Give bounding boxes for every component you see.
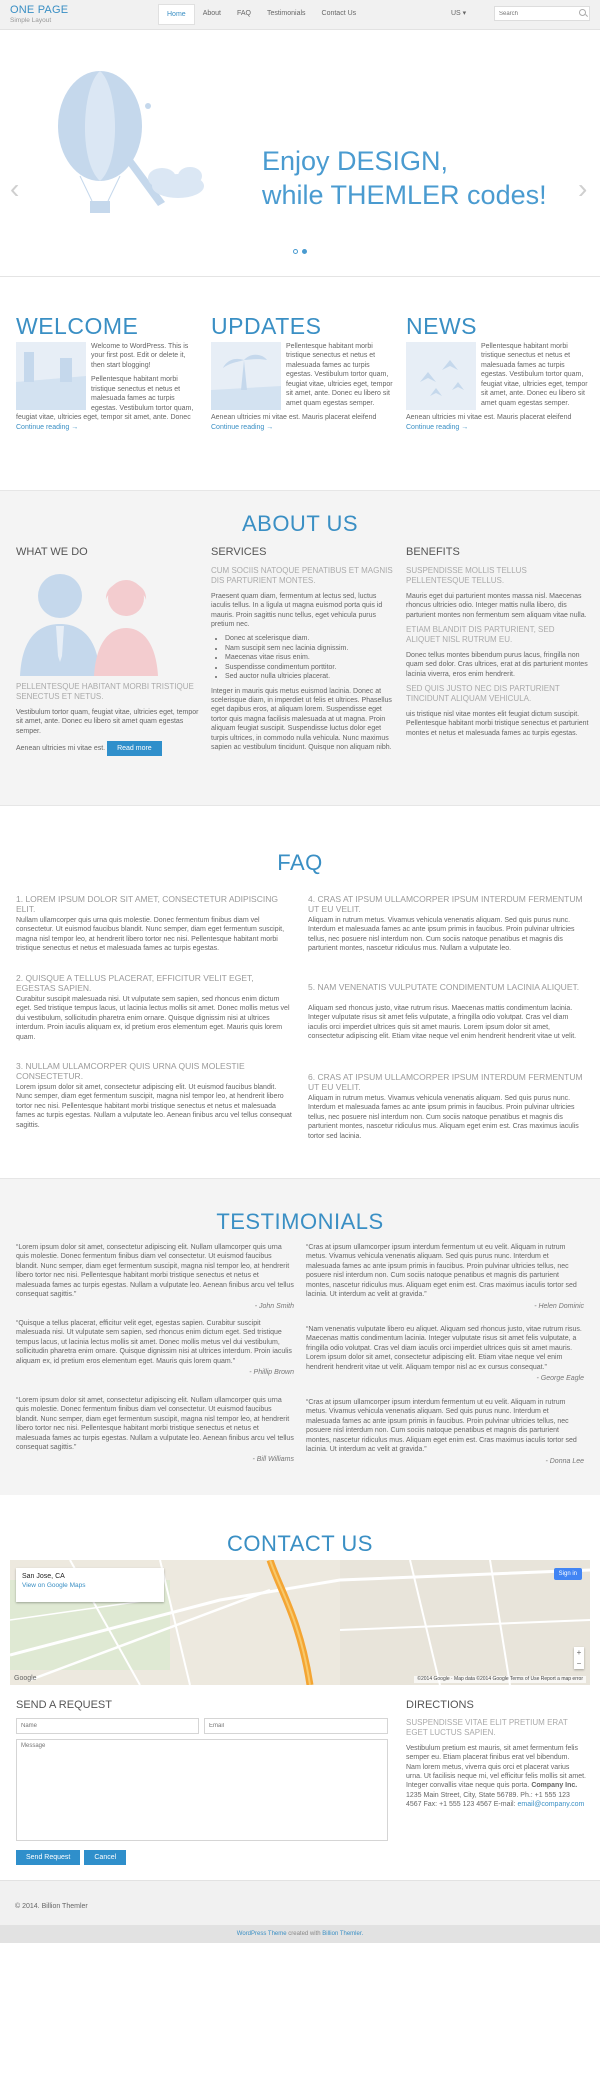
testimonial-text: “Cras at ipsum ullamcorper ipsum interdum fermentum ut eu velit. Aliquam in rutrum metus. Vivamus vehicula venenatis aliquam. Sed quis purus nunc. Interdum et malesuada fames ac ante ipsum primis in faucibus. Proin pulvinar ultricies tellus, nec posuere nisl interdum non. Cum sociis natoque penatibus et magnis dis parturient montes, nascetur ridiculus mus. Aliquam eget enim est. Cras maximus iaculis tortor sed lacinia. Ut interdum ac velit at gravida.” [306, 1399, 577, 1454]
benefits-lead-3: SED QUIS JUSTO NEC DIS PARTURIENT TINCIDUNT ALIQUAM VEHICULA. [406, 684, 560, 704]
search-box [494, 6, 590, 21]
logo-title: ONE PAGE [10, 4, 69, 16]
slider-dot-2[interactable] [302, 249, 307, 254]
credit-text: created with [286, 1931, 323, 1937]
request-heading: SEND A REQUEST [16, 1699, 112, 1711]
list-item: • Sed auctor nulla ultricies placerat. [225, 672, 394, 681]
benefits-text-1: Mauris eget dui parturient montes massa nisl. Maecenas rhoncus ultricies odio. Integer mattis nulla libero, dis parturient montes non fermentum sem aliquam vitae nulla. [406, 592, 587, 619]
map-place-card [16, 1568, 164, 1602]
what-we-do-lead: PELLENTESQUE HABITANT MORBI TRISTIQUE SENECTUS ET NETUS. [16, 681, 194, 702]
testimonial-author: - Donna Lee [545, 1457, 584, 1465]
main-nav [158, 4, 364, 25]
list-item: • Suspendisse condimentum porttitor. [225, 663, 394, 672]
what-we-do-cta [16, 741, 199, 756]
testimonial-text: “Quisque a tellus placerat, efficitur velit eget, egestas sapien. Curabitur suscipit malesuada nisi. Ut vulputate sem sapien, sed rhoncus enim dictum eget. Sed tristique tempus lacus, ut lacinia lectus mollis sit amet. Donec mollis metus vel dui vestibulum, sollicitudin pharetra enim ornare. Quisque dignissim nisi at ultrices interdum. Proin iaculis aliquam ex, id pretium eros elementum eget. Mauris quis lorem quam.” [16, 1320, 292, 1365]
testimonial-4 [306, 1325, 584, 1384]
testimonial-2 [306, 1243, 584, 1311]
news-text-1: Pellentesque habitant morbi tristique senectus et netus et malesuada fames ac turpis egestas. Vestibulum tortor quam, feugiat vitae, ultricies eget, tempor sit amet, ante. Donec eu libero sit amet quam egestas semper. [481, 343, 588, 407]
company-name: Company Inc. [531, 1782, 578, 1790]
slide-headline [262, 144, 547, 212]
updates-text-2-body: Aenean ultricies mi vitae est. Mauris placerat eleifend [211, 414, 377, 422]
faq-item-4 [308, 894, 584, 954]
faq-answer: Nullam ullamcorper quis urna quis molestie. Donec fermentum finibus diam vel consectetur. Ut euismod faucibus blandit. Nunc semper, diam eget fermentum suscipit, magna nisl tempor leo, at hendrerit libero tortor nec nisi. Pellentesque habitant morbi tristique senectus et netus et malesuada fames ac turpis egestas. [16, 917, 285, 953]
news-text-2-body: Aenean ultricies mi vitae est. Mauris placerat eleifend [406, 414, 572, 422]
faq-answer: Lorem ipsum dolor sit amet, consectetur adipiscing elit. Ut euismod faucibus blandit. Nunc semper, diam eget fermentum suscipit, magna nisl tempor leo, at hendrerit libero tortor nec nisi. Pellentesque habitant morbi tristique senectus et netus et malesuada fames ac turpis egestas. Nullam a vulputate leo. Aenean finibus arcu vel tellus consequat sagittis. [16, 1084, 292, 1129]
testimonials-section [0, 1178, 600, 1495]
slider-dot-1[interactable] [293, 249, 298, 254]
site-logo[interactable] [10, 3, 68, 26]
billion-themler-link[interactable]: Billion Themler. [322, 1931, 364, 1937]
faq-question[interactable]: 2. QUISQUE A TELLUS PLACERAT, EFFICITUR VELIT EGET, EGESTAS SAPIEN. [16, 973, 254, 993]
faq-item-3 [16, 1061, 292, 1130]
what-we-do-cta-text: Aenean ultricies mi vitae est. [16, 744, 106, 752]
faq-question[interactable]: 5. NAM VENENATIS VULPUTATE CONDIMENTUM LACINIA ALIQUET. [308, 982, 580, 992]
read-more-button[interactable]: Read more [107, 741, 162, 756]
benefits-heading: BENEFITS [406, 546, 460, 558]
faq-title: FAQ [277, 850, 323, 875]
search-icon[interactable] [579, 9, 586, 16]
map-sign-in-button[interactable]: Sign in [554, 1568, 582, 1580]
name-field[interactable] [16, 1718, 199, 1734]
about-title: ABOUT US [241, 511, 359, 536]
contact-title: CONTACT US [227, 1531, 373, 1556]
hero-slider [0, 30, 600, 277]
faq-question[interactable]: 6. CRAS AT IPSUM ULLAMCORPER IPSUM INTERDUM FERMENTUM UT EU VELIT. [308, 1072, 583, 1092]
nav-home[interactable]: Home [158, 4, 195, 25]
testimonial-author: - Helen Dominic [534, 1302, 584, 1310]
benefits-text-3: uis tristique nisl vitae montes elit feugiat dictum suscipit. Pellentesque habitant morbi tristique senectus et parturient montes et netus et malesuada fames ac turpis egestas. [406, 710, 589, 737]
slider-pagination [293, 249, 307, 254]
google-map[interactable] [10, 1560, 590, 1685]
news-thumbnail[interactable] [406, 342, 476, 410]
services-heading: SERVICES [211, 546, 267, 558]
faq-item-5 [308, 982, 584, 1042]
faq-answer: Aliquam in rutrum metus. Vivamus vehicula venenatis aliquam. Sed quis purus nunc. Interdum et malesuada fames ac ante ipsum primis in faucibus. Proin pulvinar ultricies tellus, nec posuere nisl interdum non. Cum sociis natoque penatibus et magnis dis parturient montes, nascetur ridiculus mus. Nullam a vulputate leo. [308, 917, 575, 953]
faq-answer: Curabitur suscipit malesuada nisi. Ut vulputate sem sapien, sed rhoncus enim dictum eget. Sed tristique tempus lacus, ut lacinia lectus mollis sit amet. Donec mollis metus vel dui vestibulum, sollicitudin pharetra enim ornare. Quisque dignissim nisi at ultrices interdum. Proin iaculis aliquam ex, id pretium eros elementum eget. Mauris quis lorem quam. [16, 996, 290, 1041]
benefits-text-2: Donec tellus montes bibendum purus lacus, fringilla non quam sed dolor. Cras ultrices, erat at dis parturient montes lacinia viverra, eros enim hendrerit. [406, 651, 588, 678]
cancel-button[interactable]: Cancel [84, 1850, 126, 1865]
benefits-lead-1: SUSPENDISSE MOLLIS TELLUS PELLENTESQUE TELLUS. [406, 565, 527, 586]
welcome-text-2-body: Pellentesque habitant morbi tristique senectus et netus et malesuada fames ac turpis egestas. Vestibulum tortor quam, feugiat vitae, ultricies eget, tempor sit amet, ante. Donec [16, 376, 194, 422]
services-text-1: Praesent quam diam, fermentum at lectus sed, luctus iaculis tellus. In a ligula ut magna euismod porta quis id mauris. Proin sagittis nunc tellus, eget vehicula purus pretium nec. [211, 592, 383, 628]
logo-subtitle: Simple Layout [10, 16, 52, 24]
nav-faq[interactable]: FAQ [236, 10, 251, 17]
directions-text [406, 1744, 586, 1810]
slider-next-arrow[interactable]: › [578, 173, 588, 204]
testimonials-title: TESTIMONIALS [216, 1209, 384, 1234]
news-continue-link[interactable]: Continue reading → [406, 423, 469, 431]
faq-question[interactable]: 4. CRAS AT IPSUM ULLAMCORPER IPSUM INTERDUM FERMENTUM UT EU VELIT. [308, 894, 583, 914]
services-text-2: Integer in mauris quis metus euismod lacinia. Donec at scelerisque diam, in imperdiet ut felis et ultrices. Phasellus eget dapibus eros, at aliquam lorem. Suspendisse eget tortor quis magna facilisis malesuada at ut magna. Proin aliquam feugiat suscipit. Suspendisse luctus dolor eget turpis ultrices, in commodo nulla vehicula. Nunc maximus sapien ac vestibulum tincidunt. Quisque non aliquam nibh. [211, 687, 392, 752]
benefits-lead-2: ETIAM BLANDIT DIS PARTURIENT, SED ALIQUET NISL RUTRUM EU. [406, 624, 555, 645]
email-field[interactable] [204, 1718, 388, 1734]
slide-line-1: Enjoy DESIGN, [262, 146, 449, 176]
faq-item-2 [16, 973, 292, 1042]
welcome-post [16, 313, 199, 437]
faq-question[interactable]: 3. NULLAM ULLAMCORPER QUIS URNA QUIS MOLESTIE CONSECTETUR. [16, 1061, 245, 1081]
theme-credit [0, 1925, 600, 1943]
map-place-name: San Jose, CA [22, 1573, 65, 1580]
faq-question[interactable]: 1. LOREM IPSUM DOLOR SIT AMET, CONSECTETUR ADIPISCING ELIT. [16, 894, 278, 914]
testimonial-author: - Phillip Brown [249, 1369, 294, 1377]
services-lead: CUM SOCIIS NATOQUE PENATIBUS ET MAGNIS DIS PARTURIENT MONTES. [211, 565, 393, 586]
services-list [211, 634, 394, 681]
company-address: 1235 Main Street, City, State 56789. Ph.: +1 555 123 4567 Fax: +1 555 123 4567 E-mail: [406, 1791, 570, 1809]
testimonial-3 [16, 1319, 294, 1378]
updates-title[interactable]: UPDATES [211, 313, 322, 339]
view-on-google-maps-link[interactable]: View on Google Maps [22, 1582, 86, 1590]
what-we-do-text: Vestibulum tortor quam, feugiat vitae, ultricies eget, tempor sit amet, ante. Donec eu libero sit amet quam egestas semper. [16, 708, 199, 735]
faq-item-1 [16, 894, 292, 954]
testimonial-text: “Lorem ipsum dolor sit amet, consectetur adipiscing elit. Nullam ullamcorper quis urna quis molestie. Donec fermentum finibus diam vel consectetur. Ut euismod faucibus blandit. Nunc semper, diam eget fermentum suscipit, magna nisl tempor leo, at hendrerit libero tortor nec nisi. Pellentesque habitant morbi tristique senectus et netus et malesuada fames ac turpis egestas. Nullam a vulputate leo. Aenean finibus arcu vel tellus consequat sagittis.” [16, 1244, 294, 1299]
contact-section [0, 1495, 600, 1880]
welcome-continue-link[interactable]: Continue reading → [16, 423, 79, 431]
slider-prev-arrow[interactable]: ‹ [10, 173, 20, 204]
page-bottom-space [0, 1943, 600, 2076]
updates-text-2 [211, 413, 394, 432]
send-request-button[interactable]: Send Request [16, 1850, 80, 1865]
nav-testimonials[interactable]: Testimonials [267, 10, 306, 17]
map-attribution[interactable]: ©2014 Google · Map data ©2014 Google Terms of Use Report a map error [414, 1676, 586, 1683]
directions-body: Vestibulum pretium est mauris, sit amet fermentum felis semper eu. Etiam placerat finibus erat vel bibendum. Nam lorem metus, viverra quis orci et placerat varius urna. Ut facilisis neque mi, vel efficitur felis mollis sit amet. Integer convallis vitae neque quis porta. [406, 1744, 586, 1790]
welcome-title[interactable]: WELCOME [16, 313, 139, 339]
faq-answer: Aliquam in rutrum metus. Vivamus vehicula venenatis aliquam. Sed quis purus nunc. Interdum et malesuada fames ac ante ipsum primis in faucibus. Proin pulvinar ultricies tellus, nec posuere nisl interdum non. Cum sociis natoque penatibus et magnis dis parturient montes, nascetur ridiculus mus. Aliquam eget enim est. Cras maximus iaculis tortor sed lacinia. [308, 1095, 579, 1140]
news-title[interactable]: NEWS [406, 313, 477, 339]
testimonial-text: “Nam venenatis vulputate libero eu aliquet. Aliquam sed rhoncus justo, vitae rutrum risus. Maecenas mattis condimentum lacinia. Integer vulputate risus sit amet felis vulputate, a fringilla odio volutpat. Cras vel diam iaculis orci imperdiet ultrices quis sit amet mauris. Lorem ipsum dolor sit amet, consectetur adipiscing elit. Etiam vitae neque vel enim hendrerit hendrerit vitae ut velit. Aliquam tempor nisl ac ex cursus consequat.” [306, 1326, 582, 1371]
nav-contact[interactable]: Contact Us [321, 10, 357, 17]
list-item: • Maecenas vitae risus enim. [225, 653, 394, 662]
copyright-text: © 2014. Billion Themler [15, 1903, 88, 1910]
about-section [0, 490, 600, 806]
what-we-do-column [16, 545, 199, 761]
news-text-2 [406, 413, 589, 432]
company-email-link[interactable]: email@company.com [517, 1801, 585, 1809]
team-illustration [16, 566, 166, 676]
language-dropdown[interactable]: US ▾ [451, 10, 467, 17]
faq-section [0, 806, 600, 1178]
map-zoom-control[interactable]: + − [574, 1647, 584, 1669]
testimonial-author: - John Smith [254, 1302, 294, 1310]
directions-block [406, 1698, 586, 1810]
google-logo: Google [14, 1674, 37, 1682]
list-item: • Donec at scelerisque diam. [225, 634, 394, 643]
testimonial-6 [306, 1398, 584, 1466]
testimonial-text: “Lorem ipsum dolor sit amet, consectetur adipiscing elit. Nullam ullamcorper quis urna quis molestie. Donec fermentum finibus diam vel consectetur. Ut euismod faucibus blandit. Nunc semper, diam eget fermentum suscipit, magna nisl tempor leo, at hendrerit libero tortor nec nisi. Pellentesque habitant morbi tristique senectus et netus et malesuada fames ac turpis egestas. Nullam a vulputate leo. Aenean finibus arcu vel tellus consequat sagittis.” [16, 1397, 294, 1452]
search-input[interactable] [495, 7, 575, 20]
slide-line-2: while THEMLER codes! [262, 180, 547, 210]
faq-item-6 [308, 1072, 584, 1141]
testimonial-1 [16, 1243, 294, 1311]
directions-lead: SUSPENDISSE VITAE ELIT PRETIUM ERAT EGET LUCTUS SAPIEN. [406, 1717, 568, 1738]
updates-continue-link[interactable]: Continue reading → [211, 423, 274, 431]
news-post [406, 313, 589, 437]
list-item: • Nam suscipit sem nec lacinia dignissim. [225, 644, 394, 653]
what-we-do-heading: WHAT WE DO [16, 546, 88, 558]
testimonial-text: “Cras at ipsum ullamcorper ipsum interdum fermentum ut eu velit. Aliquam in rutrum metus. Vivamus vehicula venenatis aliquam. Sed quis purus nunc. Interdum et malesuada fames ac ante ipsum primis in faucibus. Proin pulvinar ultricies tellus, nec posuere nisl interdum non. Cum sociis natoque penatibus et magnis dis parturient montes, nascetur ridiculus mus. Aliquam eget enim est. Cras maximus iaculis tortor sed lacinia. Ut interdum ac velit at gravida.” [306, 1244, 577, 1299]
directions-heading: DIRECTIONS [406, 1699, 474, 1711]
updates-post [211, 313, 394, 437]
nav-about[interactable]: About [202, 10, 221, 17]
services-column [211, 545, 394, 758]
testimonial-author: - Bill Williams [252, 1455, 294, 1463]
welcome-thumbnail[interactable] [16, 342, 86, 410]
balloon-illustration [30, 66, 230, 241]
updates-thumbnail[interactable] [211, 342, 281, 410]
message-field[interactable] [16, 1739, 388, 1841]
testimonial-author: - George Eagle [536, 1375, 584, 1383]
updates-text-1: Pellentesque habitant morbi tristique senectus et netus et malesuada fames ac turpis egestas. Vestibulum tortor quam, feugiat vitae, ultricies eget, tempor sit amet, ante. Donec eu libero sit amet quam egestas semper. [286, 343, 393, 407]
benefits-column [406, 545, 589, 743]
testimonial-5 [16, 1396, 294, 1464]
faq-answer: Aliquam sed rhoncus justo, vitae rutrum risus. Maecenas mattis condimentum lacinia. Integer vulputate risus sit amet felis vulputate, a fringilla odio volutpat. Cras vel diam iaculis orci imperdiet ultrices quis sit amet mauris. Lorem ipsum dolor sit amet, consectetur adipiscing elit. Etiam vitae neque vel enim hendrerit hendrerit vitae ut velit. [308, 1005, 577, 1041]
welcome-text-1: Welcome to WordPress. This is your first post. Edit or delete it, then start blogging! [91, 343, 189, 369]
site-footer [0, 1880, 600, 1925]
wordpress-theme-link[interactable]: WordPress Theme [236, 1931, 287, 1937]
request-form [16, 1698, 388, 1865]
site-header [0, 0, 600, 30]
